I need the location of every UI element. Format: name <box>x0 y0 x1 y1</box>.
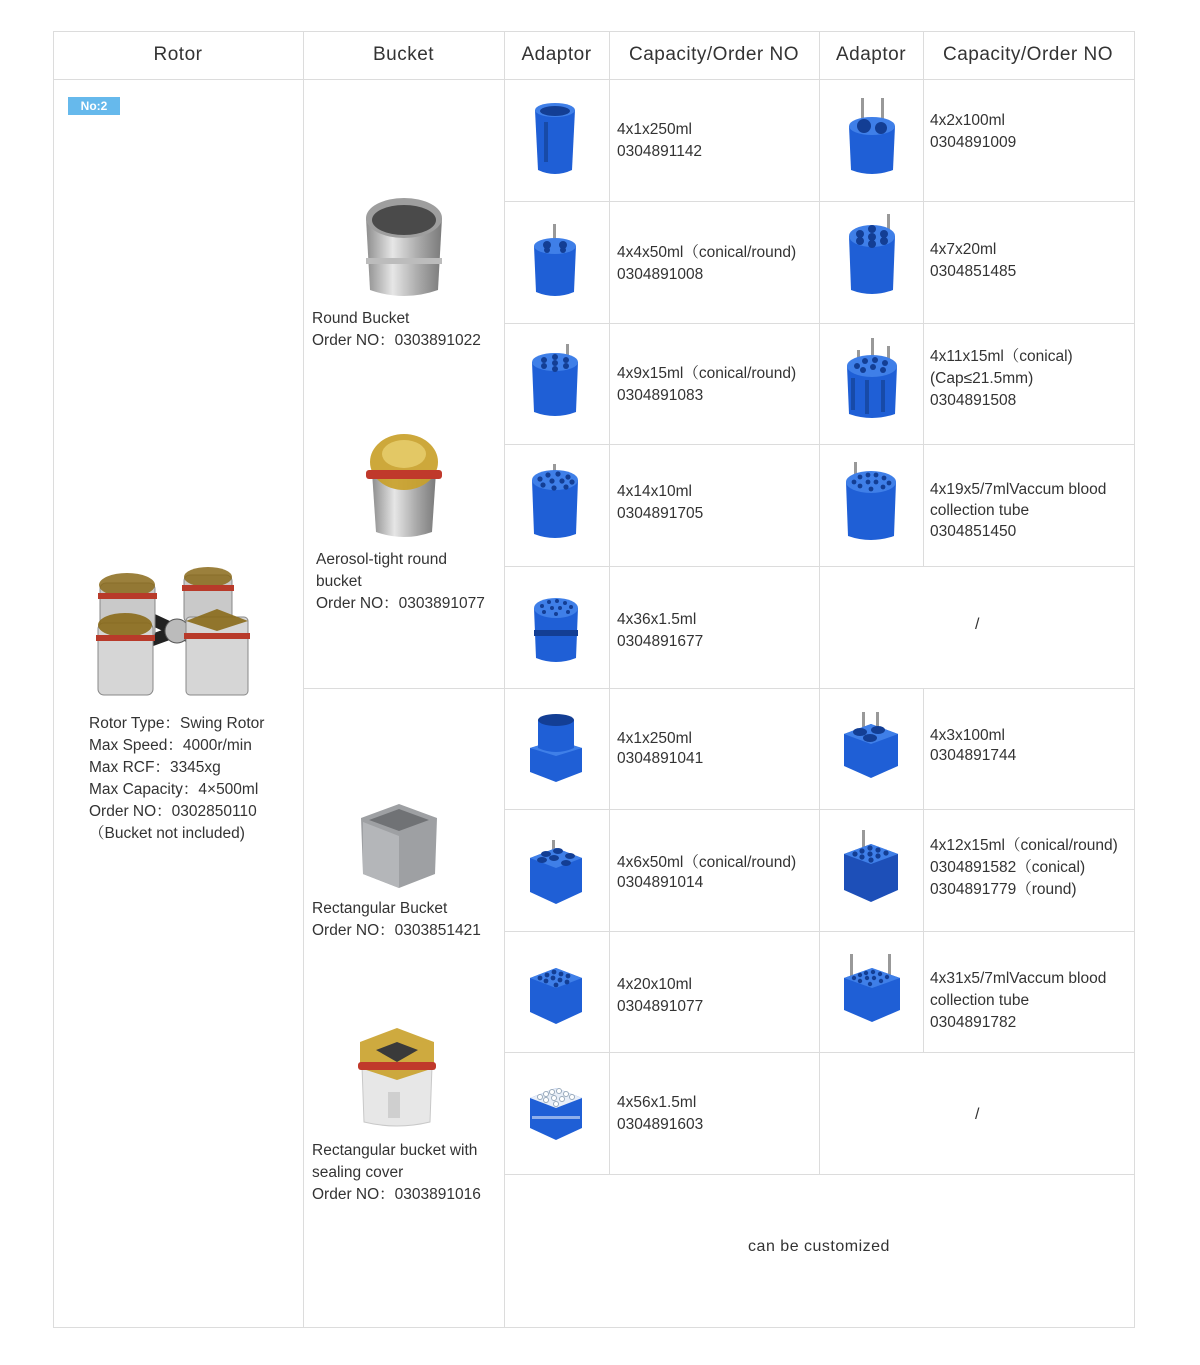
adaptor-9x15-image <box>528 342 582 422</box>
row-divider <box>504 931 1135 932</box>
order-number: 0304891782 <box>930 1014 1017 1031</box>
capacity-text: 4x1x250ml <box>617 730 692 747</box>
header-adaptor-2: Adaptor <box>835 44 907 65</box>
bucket-name: sealing cover <box>312 1164 404 1181</box>
row-divider <box>504 1174 1135 1175</box>
adaptor-19x5-7-image <box>842 460 900 546</box>
bucket-name: bucket <box>316 573 362 590</box>
order-number: 0304891041 <box>617 750 704 767</box>
row-divider <box>504 1052 1135 1053</box>
col-divider <box>923 688 924 1053</box>
adaptor-6x50-image <box>526 838 586 908</box>
rotor-spec-line: （Bucket not included) <box>89 825 245 842</box>
header-bucket: Bucket <box>372 44 435 65</box>
capacity-text: 4x4x50ml（conical/round) <box>617 244 797 261</box>
row-divider <box>504 444 1135 445</box>
rotor-spec-line: Max Speed：4000r/min <box>89 737 252 754</box>
adaptor-11x15-image <box>843 336 901 424</box>
adaptor-4x50-image <box>530 222 580 302</box>
order-number: 0304891008 <box>617 266 704 283</box>
order-number: 0304891603 <box>617 1116 704 1133</box>
capacity-text: 4x2x100ml <box>930 112 1005 129</box>
order-number: 0304891009 <box>930 134 1017 151</box>
col-divider <box>504 31 505 1328</box>
customization-note: can be customized <box>748 1238 890 1255</box>
empty-cell-slash: / <box>975 1106 980 1123</box>
adaptor-7x20-image <box>845 212 899 300</box>
order-number: 0304891083 <box>617 387 704 404</box>
capacity-text: 4x6x50ml（conical/round) <box>617 854 797 871</box>
bucket-name: Rectangular Bucket <box>312 900 448 917</box>
rectangular-bucket-image <box>355 796 443 892</box>
adaptor-1x250-rect-image <box>526 712 586 784</box>
order-number: 0304891744 <box>930 747 1017 764</box>
col-divider <box>303 31 304 1328</box>
sealed-rectangular-bucket-image <box>354 1022 440 1130</box>
model-badge: No:2 <box>68 97 120 115</box>
rotor-spec-line: Max RCF：3345xg <box>89 759 221 776</box>
bucket-name: Rectangular bucket with <box>312 1142 478 1159</box>
order-number: 0304851450 <box>930 523 1017 540</box>
adaptor-14x10-image <box>528 462 582 546</box>
rotor-spec-line: Rotor Type：Swing Rotor <box>89 715 265 732</box>
capacity-text: 4x36x1.5ml <box>617 611 697 628</box>
col-divider <box>819 31 820 1174</box>
capacity-note: collection tube <box>930 992 1030 1009</box>
capacity-text: 4x14x10ml <box>617 483 692 500</box>
row-divider <box>504 201 1135 202</box>
order-number: 0304851485 <box>930 263 1017 280</box>
capacity-text: 4x1x250ml <box>617 121 692 138</box>
header-capacity-2: Capacity/Order NO <box>942 44 1114 65</box>
order-number: 0304891014 <box>617 874 704 891</box>
capacity-text: 4x7x20ml <box>930 241 997 258</box>
order-number: 0304891779（round) <box>930 881 1077 898</box>
capacity-text: 4x19x5/7mlVaccum blood <box>930 481 1107 498</box>
adaptor-36x1.5-image <box>530 594 582 666</box>
capacity-text: 4x20x10ml <box>617 976 692 993</box>
adaptor-20x10-image <box>526 960 586 1028</box>
order-number: 0304891508 <box>930 392 1017 409</box>
bucket-order: Order NO：0303891016 <box>312 1186 481 1203</box>
swing-rotor-image <box>92 565 257 705</box>
capacity-text: 4x9x15ml（conical/round) <box>617 365 797 382</box>
capacity-note: collection tube <box>930 502 1030 519</box>
row-divider <box>303 688 1135 689</box>
aerosol-bucket-image <box>362 432 446 540</box>
bucket-order: Order NO：0303891077 <box>316 595 485 612</box>
col-divider <box>609 79 610 1174</box>
bucket-name: Round Bucket <box>312 310 410 327</box>
capacity-text: 4x3x100ml <box>930 727 1005 744</box>
round-bucket-image <box>360 194 448 300</box>
bucket-order: Order NO：0303851421 <box>312 922 481 939</box>
header-rotor: Rotor <box>153 44 203 65</box>
adaptor-2x100-image <box>845 96 899 180</box>
header-capacity-1: Capacity/Order NO <box>628 44 800 65</box>
header-divider <box>53 79 1135 80</box>
rotor-spec-line: Order NO：0302850110 <box>89 803 257 820</box>
bucket-name: Aerosol-tight round <box>316 551 447 568</box>
order-number: 0304891077 <box>617 998 704 1015</box>
row-divider <box>504 809 1135 810</box>
adaptor-31x5-7-image <box>840 952 904 1026</box>
row-divider <box>504 323 1135 324</box>
row-divider <box>504 566 1135 567</box>
order-number: 0304891677 <box>617 633 704 650</box>
order-number: 0304891705 <box>617 505 704 522</box>
adaptor-12x15-image <box>840 828 902 904</box>
capacity-text: 4x12x15ml（conical/round) <box>930 837 1118 854</box>
capacity-text: 4x11x15ml（conical) <box>930 348 1073 365</box>
header-adaptor-1: Adaptor <box>521 44 592 65</box>
adaptor-56x1.5-image <box>526 1078 586 1144</box>
bucket-order: Order NO：0303891022 <box>312 332 481 349</box>
capacity-note: (Cap≤21.5mm) <box>930 370 1034 387</box>
adaptor-3x100-image <box>840 710 902 782</box>
capacity-text: 4x31x5/7mlVaccum blood <box>930 970 1107 987</box>
order-number: 0304891582（conical) <box>930 859 1086 876</box>
adaptor-1x250-round-image <box>530 100 580 180</box>
order-number: 0304891142 <box>617 143 703 160</box>
empty-cell-slash: / <box>975 616 980 633</box>
rotor-spec-line: Max Capacity：4×500ml <box>89 781 259 798</box>
capacity-text: 4x56x1.5ml <box>617 1094 697 1111</box>
